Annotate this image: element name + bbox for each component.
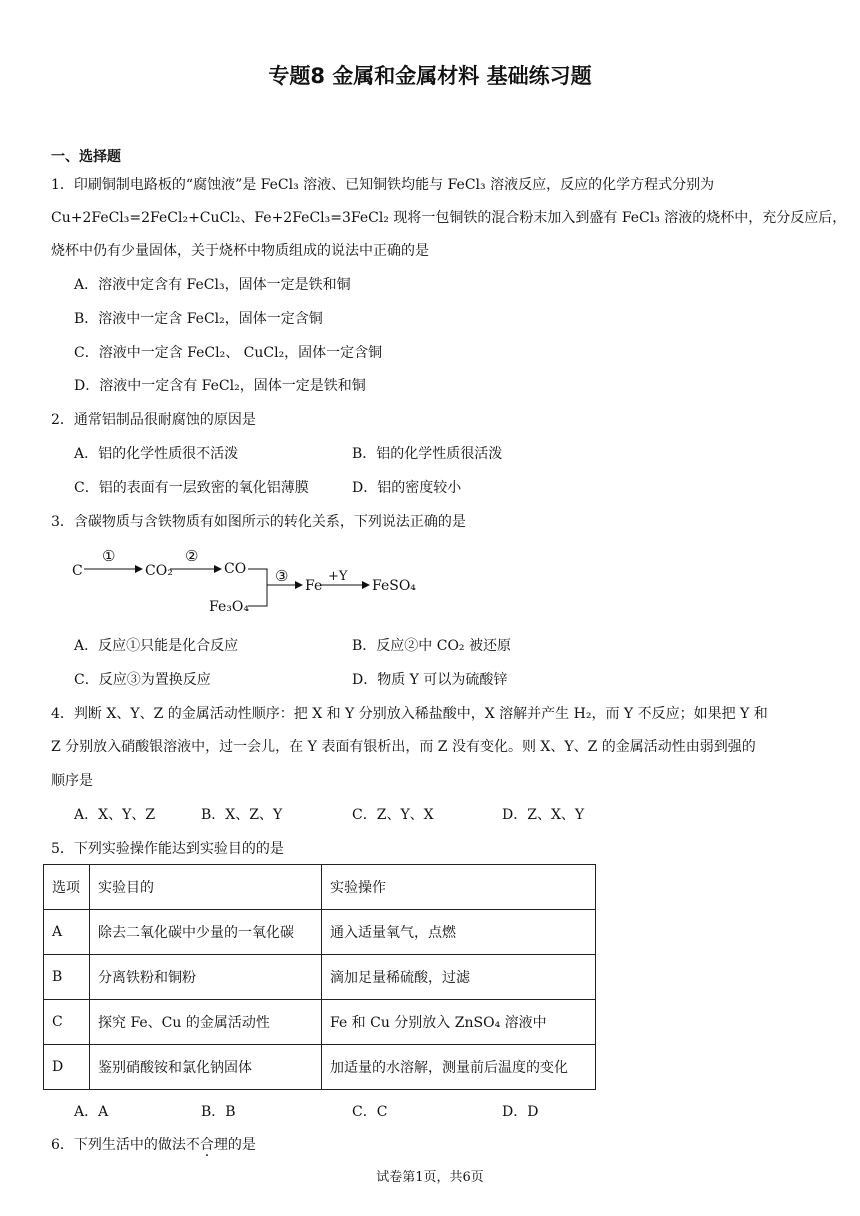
- q6-stem-prefix: 6．下列生活中的做法: [51, 1137, 186, 1153]
- q3-option-d: D．物质 Y 可以为硫酸锌: [352, 672, 508, 688]
- q2-option-b: B．铝的化学性质很活泼: [352, 446, 503, 462]
- node-fe3o4: Fe₃O₄: [209, 599, 249, 615]
- node-feso4: FeSO₄: [372, 578, 416, 594]
- page-footer: 试卷第1页，共6页: [376, 1170, 484, 1185]
- table-header-cell: 实验目的: [90, 865, 322, 910]
- merge-bracket: [248, 569, 267, 606]
- table-cell: Fe 和 Cu 分别放入 ZnSO₄ 溶液中: [322, 1000, 596, 1045]
- table-cell: A: [44, 910, 90, 955]
- experiment-table: [43, 864, 596, 1090]
- step-2-label: ②: [185, 547, 199, 565]
- table-header-cell: 实验操作: [322, 865, 596, 910]
- q4-option-d: D．Z、X、Y: [502, 807, 585, 823]
- table-cell: 除去二氧化碳中少量的一氧化碳: [90, 910, 322, 955]
- q1-option-a: A．溶液中定含有 FeCl₃，固体一定是铁和铜: [74, 277, 351, 293]
- node-c: C: [72, 563, 83, 579]
- q1-stem-line-3: 烧杯中仍有少量固体，关于烧杯中物质组成的说法中正确的是: [51, 243, 429, 259]
- q4-option-a: A．X、Y、Z: [74, 807, 156, 823]
- q1-stem-line-2: Cu+2FeCl₃=2FeCl₂+CuCl₂、Fe+2FeCl₃=3FeCl₂ 现将一包铜铁的混合粉末加入到盛有 FeCl₃ 溶液的烧杯中，充分反应后，: [51, 210, 847, 226]
- q5-stem: 5．下列实验操作能达到实验目的的是: [51, 841, 284, 857]
- q5-option-d: D．D: [502, 1104, 539, 1120]
- q3-option-c: C．反应③为置换反应: [74, 672, 211, 688]
- table-cell: 探究 Fe、Cu 的金属活动性: [90, 1000, 322, 1045]
- q4-option-b: B．X、Z、Y: [201, 807, 283, 823]
- q4-option-c: C．Z、Y、X: [352, 807, 434, 823]
- table-row: [44, 1045, 596, 1090]
- q6-stem: [51, 1134, 256, 1154]
- q3-option-b: B．反应②中 CO₂ 被还原: [352, 638, 511, 654]
- q6-stem-suffix: 的是: [227, 1137, 256, 1153]
- table-row: [44, 1000, 596, 1045]
- table-row: [44, 910, 596, 955]
- table-row: [44, 955, 596, 1000]
- q4-stem-line-2: Z 分别放入硝酸银溶液中，过一会儿，在 Y 表面有银析出，而 Z 没有变化。则 X、Y、Z 的金属活动性由弱到强的: [51, 739, 756, 755]
- conversion-diagram: [70, 545, 430, 620]
- q4-stem-line-1: 4．判断 X、Y、Z 的金属活动性顺序：把 X 和 Y 分别放入稀盐酸中，X 溶解并产生 H₂，而 Y 不反应；如果把 Y 和: [51, 706, 768, 722]
- q5-option-c: C．C: [352, 1104, 388, 1120]
- q3-option-a: A．反应①只能是化合反应: [74, 638, 239, 654]
- q4-stem-line-3: 顺序是: [51, 773, 93, 789]
- q2-option-d: D．铝的密度较小: [352, 480, 462, 496]
- table-cell: 通入适量氧气，点燃: [322, 910, 596, 955]
- q5-option-b: B．B: [201, 1104, 236, 1120]
- table-header-row: [44, 865, 596, 910]
- plus-y-label: +Y: [328, 569, 348, 584]
- q1-option-b: B．溶液中一定含 FeCl₂，固体一定含铜: [74, 311, 323, 327]
- table-header-cell: 选项: [44, 865, 90, 910]
- step-3-label: ③: [275, 567, 289, 585]
- page-title: 专题8 金属和金属材料 基础练习题: [268, 64, 592, 88]
- q2-option-c: C．铝的表面有一层致密的氧化铝薄膜: [74, 480, 309, 496]
- table-cell: C: [44, 1000, 90, 1045]
- table-cell: 分离铁粉和铜粉: [90, 955, 322, 1000]
- section-heading: 一、选择题: [51, 149, 121, 165]
- q6-emphasis-text: 不合理: [185, 1137, 228, 1153]
- q2-stem: 2．通常铝制品很耐腐蚀的原因是: [51, 412, 256, 428]
- q1-option-c: C．溶液中一定含 FeCl₂、 CuCl₂，固体一定含铜: [74, 345, 383, 361]
- node-fe: Fe: [305, 578, 323, 594]
- q1-option-d: D．溶液中一定含有 FeCl₂，固体一定是铁和铜: [74, 378, 366, 394]
- q5-option-a: A．A: [74, 1104, 109, 1120]
- step-1-label: ①: [102, 547, 116, 565]
- node-co: CO: [224, 561, 247, 577]
- table-cell: D: [44, 1045, 90, 1090]
- table-cell: 鉴别硝酸铵和氯化钠固体: [90, 1045, 322, 1090]
- table-cell: 加适量的水溶解，测量前后温度的变化: [322, 1045, 596, 1090]
- node-co2: CO₂: [145, 563, 173, 579]
- table-cell: 滴加足量稀硫酸，过滤: [322, 955, 596, 1000]
- q2-option-a: A．铝的化学性质很不活泼: [74, 446, 239, 462]
- table-cell: B: [44, 955, 90, 1000]
- q3-stem: 3．含碳物质与含铁物质有如图所示的转化关系，下列说法正确的是: [51, 514, 466, 530]
- q1-stem-line-1: 1．印刷铜制电路板的“腐蚀液”是 FeCl₃ 溶液、已知铜铁均能与 FeCl₃ 溶液反应，反应的化学方程式分别为: [51, 177, 715, 193]
